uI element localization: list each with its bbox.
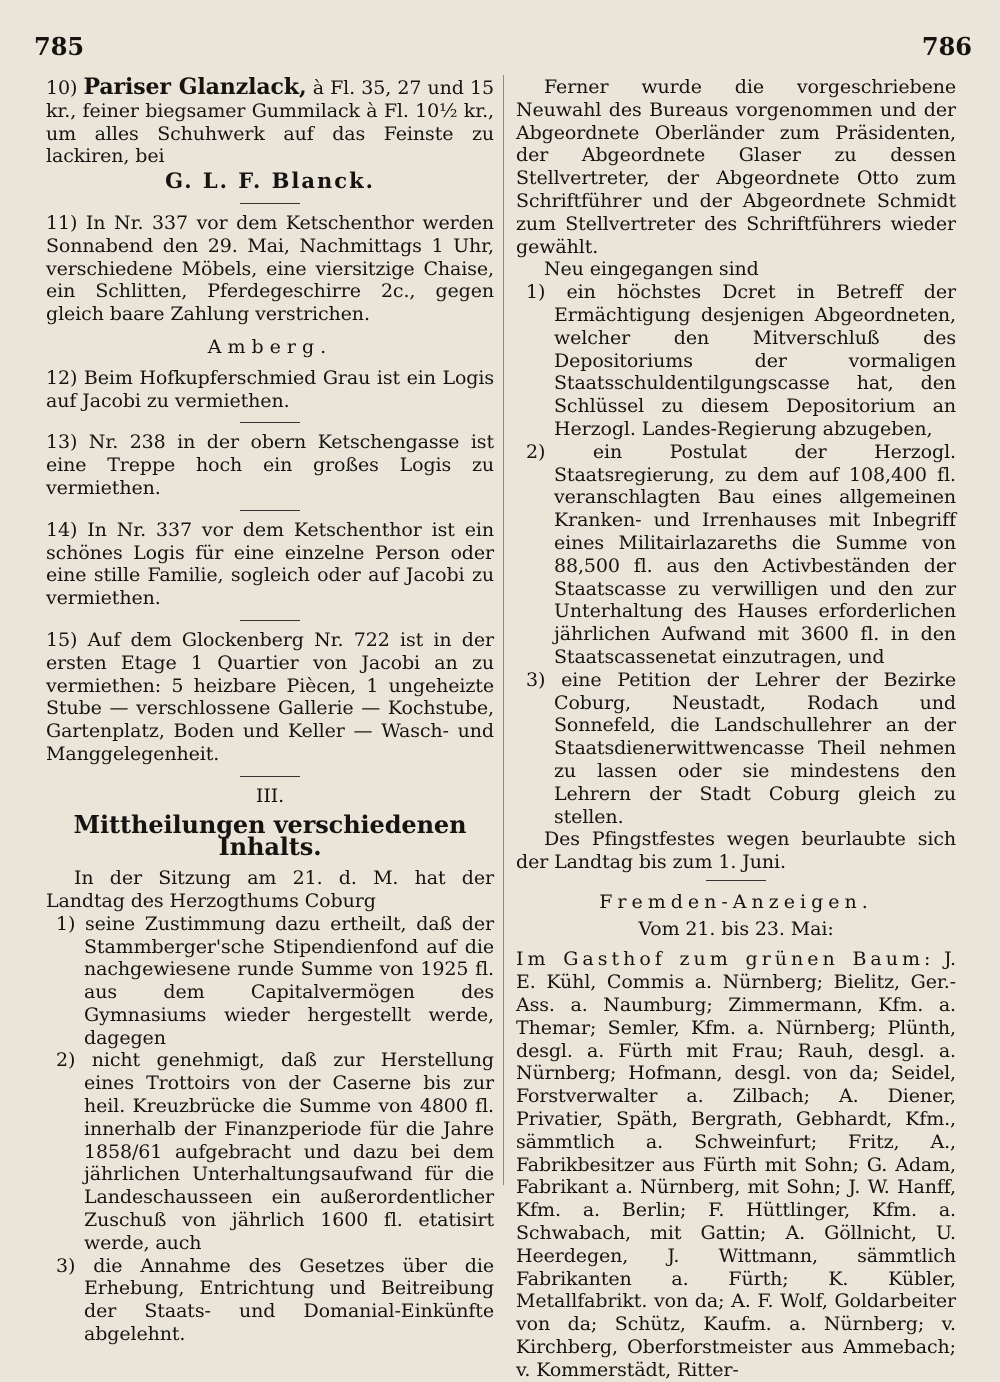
section-heading: Mittheilungen verschiedenen Inhalts. [73,809,467,862]
new-submissions-intro: Neu eingegangen sind [544,258,759,281]
visitors-heading: Fremden-Anzeigen. [599,890,873,913]
landtag-intro: In der Sitzung am 21. d. M. hat der Landtag des Herzogthums Coburg [46,867,494,912]
separator-rule [240,510,300,511]
advertisement-10 [46,76,494,193]
recess-notice: Des Pfingstfestes wegen beurlaubte sich der Landtag bis zum 1. Juni. [516,828,956,874]
place-heading: Amberg. [207,335,333,358]
right-column [516,76,956,1382]
list-item: 1) ein höchstes Dcret in Betreff der Ermächtigung desjenigen Abgeordneten, welcher den Mitverschluß des Depositoriums der vormaligen Staatsschuldentilgungscasse hat, den Schlüssel zu diesem Depositorium an Herzogl. Landes-Regierung abzugeben, [526,281,956,440]
visitors-date-range: Vom 21. bis 23. Mai: [638,917,834,940]
ad-text: à Fl. 35, 27 und 15 kr., feiner biegsamer Gummilack à Fl. 10½ kr., um alles Schuhwerk auf das Feinste zu lackiren, bei [46,77,494,168]
inn-name: Im Gasthof zum grünen Baum: [516,948,935,971]
advertisement-13: 13) Nr. 238 in der obern Ketschengasse ist eine Treppe hoch ein großes Logis zu vermiethen. [46,431,494,499]
list-item: 2) nicht genehmigt, daß zur Herstellung eines Trottoirs von der Caserne bis zur heil. Kreuzbrücke die Summe von 4800 fl. innerhalb der Finanzperiode für die Jahre 1858/61 aufgebracht und dazu bei dem jährlichen Unterhaltungsaufwand für die Landeschausseen ein außerordentlicher Zuschuß von jährlich 1600 fl. etatisirt werde, auch [56,1049,494,1254]
column-divider [503,75,504,1185]
separator-rule [240,422,300,423]
advertisement-14: 14) In Nr. 337 vor dem Ketschenthor ist ein schönes Logis für eine einzelne Person oder eine stille Familie, sogleich oder auf Jacobi zu vermiethen. [46,518,494,610]
advertisement-15: 15) Auf dem Glockenberg Nr. 722 ist in der ersten Etage 1 Quartier von Jacobi an zu vermiethen: 5 heizbare Piècen, 1 ungeheizte Stube — verschlossene Gallerie — Kochstube, Gartenplatz, Boden und Keller — Wasch- und Manggelegenheit. [46,628,494,765]
guest-names: J. E. Kühl, Commis a. Nürnberg; Bielitz, Ger.-Ass. a. Naumburg; Zimmermann, Kfm. a. Themar; Semler, Kfm. a. Nürnberg; Plünth, desgl. a. Fürth mit Frau; Rauh, desgl. a. Nürnberg; Hofmann, desgl. von da; Seidel, Forstverwalter a. Zilbach; A. Diener, Privatier, Späth, Bergrath, Gebhardt, Kfm., sämmtlich a. Schweinfurt; Fritz, A., Fabrikbesitzer aus Fürth mit Sohn; G. Adam, Fabrikant a. Nürnberg, mit Sohn; J. W. Hanff, Kfm. a. Berlin; F. Hüttlinger, Kfm. a. Schwabach, mit Gattin; A. Göllnicht, U. Heerdegen, J. Wittmann, sämmtlich Fabrikanten a. Fürth; K. Kübler, Metallfabrikt. von da; A. F. Wolf, Goldarbeiter von da; Schütz, Kaufm. a. Nürnberg; v. Kirchberg, Oberforstmeister aus Ammebach; v. Kommerstädt, Ritter- [516,948,956,1381]
page-number-left: 785 [34,32,85,61]
ad-signature: G. L. F. Blanck. [165,168,375,194]
bureau-election-paragraph: Ferner wurde die vorgeschriebene Neuwahl des Bureaus vorgenommen und der Abgeordnete Oberländer zum Präsidenten, der Abgeordnete Glaser zu dessen Stellvertreter, der Abgeordnete Otto zum Schriftführer und der Abgeordnete Schmidt zum Stellvertreter des Schriftführers wieder gewählt. [516,76,956,258]
guest-list [516,948,956,1381]
left-column [46,76,494,1346]
ad-number: 10) [46,77,78,99]
advertisement-11: 11) In Nr. 337 vor dem Ketschenthor werden Sonnabend den 29. Mai, Nachmittags 1 Uhr, verschiedene Möbels, eine viersitzige Chaise, ein Schlitten, Pferdegeschirre 2c., gegen gleich baare Zahlung verstrichen. [46,211,494,326]
separator-rule [240,776,300,777]
separator-rule [240,203,300,204]
advertisement-12: 12) Beim Hofkupferschmied Grau ist ein Logis auf Jacobi zu vermiethen. [46,366,494,412]
list-item: 3) die Annahme des Gesetzes über die Erhebung, Entrichtung und Beitreibung der Staats- und Domanial-Einkünfte abgelehnt. [56,1254,494,1346]
section-number: III. [255,784,285,807]
page-number-right: 786 [921,32,972,61]
separator-rule [706,880,766,881]
list-item: 2) ein Postulat der Herzogl. Staatsregierung, zu dem auf 108,400 fl. veranschlagten Bau eines allgemeinen Kranken- und Irrenhauses mit Inbegriff eines Militairlazareths die Summe von 88,500 fl. aus den Activbeständen der Staatscasse zu verwilligen und den zur Unterhaltung des Hauses erforderlichen jährlichen Aufwand mit 3600 fl. in den Staatscassenetat einzutragen, und [526,440,956,668]
new-submissions-list [516,281,956,828]
list-item: 1) seine Zustimmung dazu ertheilt, daß der Stammberger'sche Stipendienfond auf die nachgewiesene runde Summe von 1925 fl. aus dem Capitalvermögen des Gymnasiums wieder hergestellt werde, dagegen [56,912,494,1049]
separator-rule [240,620,300,621]
landtag-items [46,913,494,1346]
ad-headline: Pariser Glanzlack, [83,74,307,100]
list-item: 3) eine Petition der Lehrer der Bezirke Coburg, Neustadt, Rodach und Sonnefeld, die Landschullehrer an der Staatsdienerwittwencasse Theil nehmen zu lassen oder sie mindestens den Lehrern der Stadt Coburg gleich zu stellen. [526,668,956,828]
